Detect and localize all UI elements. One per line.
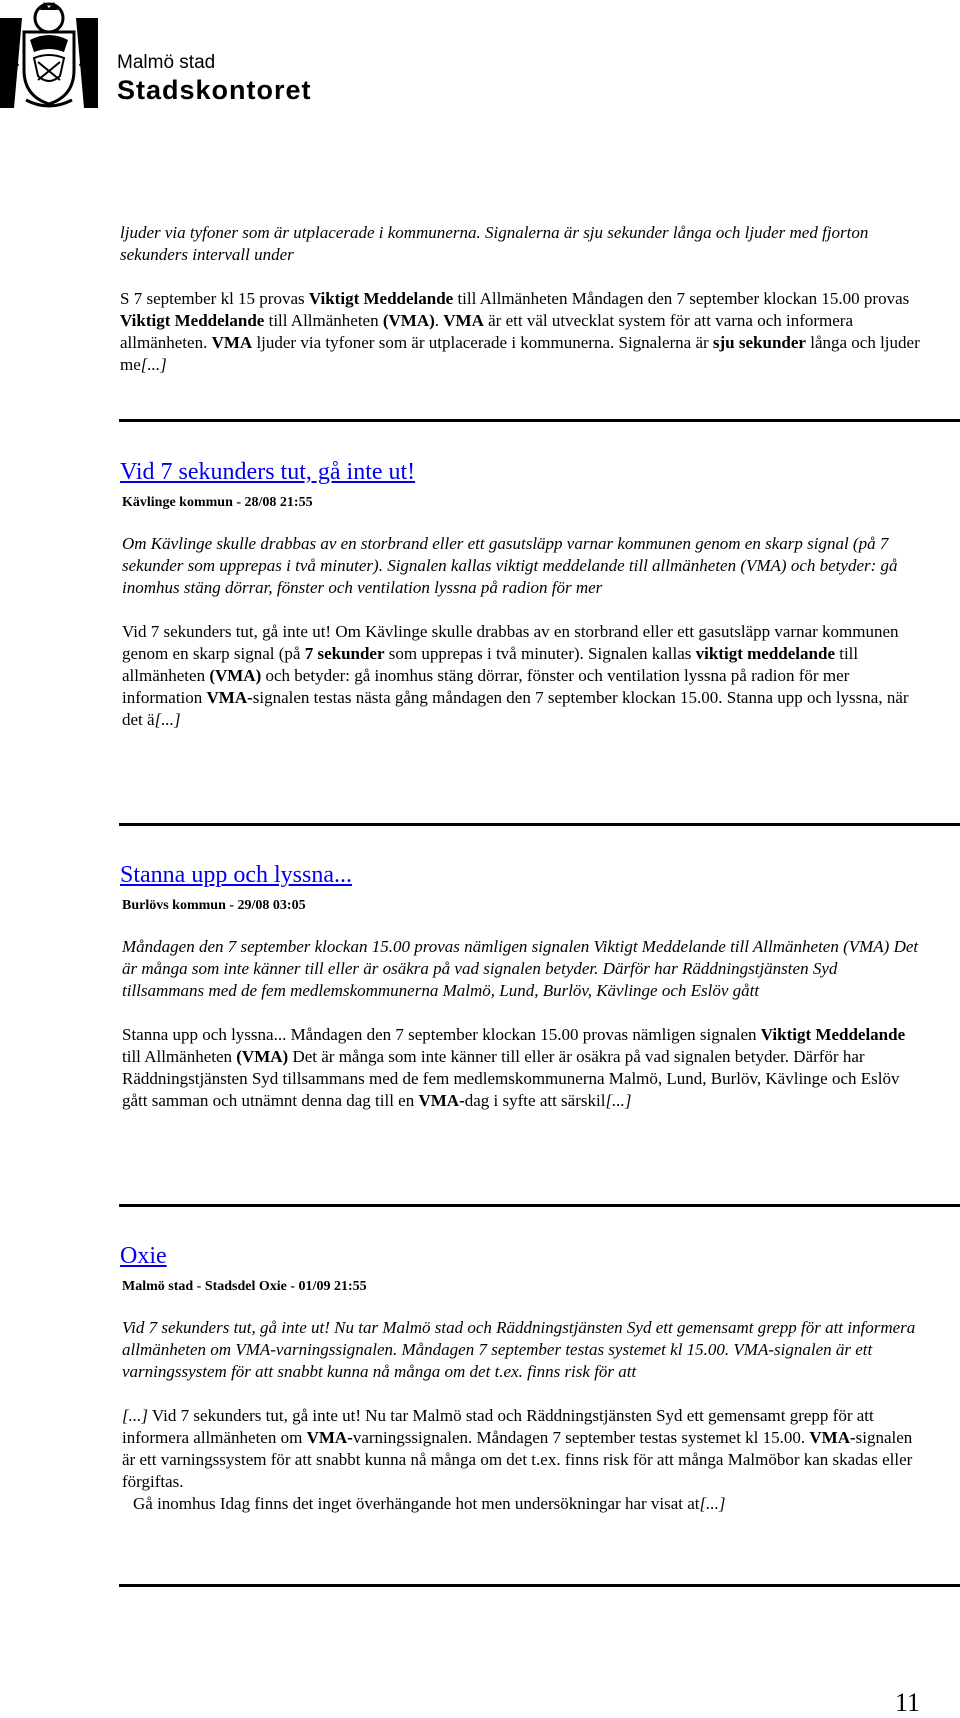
bold-run: VMA	[211, 333, 253, 352]
bold-run: (VMA)	[209, 666, 262, 685]
ellipsis: [...]	[605, 1091, 632, 1110]
entry-title-link[interactable]: Stanna upp och lyssna...	[120, 862, 352, 888]
text-run: ljuder via tyfoner som är utplacerade i kommunerna. Signalerna är	[252, 333, 713, 352]
bold-run: VMA-	[206, 688, 253, 707]
ellipsis: [...]	[140, 355, 167, 374]
bold-run: Viktigt Meddelande	[760, 1025, 906, 1044]
text-run: dag i syfte att särskil	[464, 1091, 606, 1110]
entry-body	[122, 1405, 920, 1515]
news-entry	[120, 1242, 920, 1515]
intro-excerpt: ljuder via tyfoner som är utplacerade i kommunerna. Signalerna är sju sekunder långa och ljuder med fjorton sekunders intervall under	[120, 223, 869, 264]
ellipsis: [...]	[699, 1494, 726, 1513]
text-run: varningssignalen. Måndagen 7 september testas systemet kl 15.00.	[352, 1428, 810, 1447]
ellipsis: [...]	[122, 1406, 148, 1425]
text-run: till Allmänheten Måndagen den 7 september klockan 15.00 provas	[453, 289, 910, 308]
bold-run: viktigt meddelande	[695, 644, 835, 663]
intro-body	[120, 288, 920, 376]
entry-title-link[interactable]: Vid 7 sekunders tut, gå inte ut!	[120, 459, 416, 485]
bold-run: Viktigt Meddelande	[120, 311, 265, 330]
text-run: Vid 7 sekunders tut, gå inte ut! Nu tar Malmö stad och Räddningstjänsten Syd ett gemensamt grepp för att informera allmänheten om	[122, 1406, 874, 1447]
text-run: och betyder: gå inomhus stäng dörrar, fönster och ventilation lyssna på radion för mer information	[122, 666, 850, 707]
text-run: Det är många som inte känner till eller är osäkra på vad signalen betyder. Därför har Räddningstjänsten Syd tillsammans med de fem medlemskommunerna Malmö, Lund, Burlöv, Kävlinge och Eslöv gått samman och utnämnt denna dag till en	[122, 1047, 900, 1110]
entry-excerpt: Om Kävlinge skulle drabbas av en storbrand eller ett gasutsläpp varnar kommunen genom en skarp signal (på 7 sekunder som upprepas i två minuter). Signalen kallas viktigt meddelande till allmänheten (VMA) och betyder: gå inomhus stäng dörrar, fönster och ventilation lyssna på radion för mer	[122, 534, 898, 597]
text-run: långa och ljuder me	[120, 333, 920, 374]
entry-source: Kävlinge kommun - 28/08 21:55	[122, 495, 313, 510]
entry-source: Burlövs kommun - 29/08 03:05	[122, 898, 306, 913]
text-run: Stanna upp och lyssna... Måndagen den 7 september klockan 15.00 provas nämligen signalen	[122, 1025, 761, 1044]
text-run: .	[434, 311, 444, 330]
page-header	[0, 0, 960, 112]
news-entry	[120, 861, 920, 1112]
bold-run: VMA-	[418, 1091, 465, 1110]
brand	[117, 52, 312, 106]
text-run: signalen testas nästa gång måndagen den 7 september klockan 15.00. Stanna upp och lyssna, när det ä	[122, 688, 909, 729]
text-run: signalen är ett varningssystem för att snabbt kunna nå många om det t.ex. finns risk för att många Malmöbor kan skadas eller förgiftas.	[122, 1428, 913, 1491]
bold-run: sju sekunder	[712, 333, 806, 352]
divider	[119, 1584, 960, 1587]
entry-excerpt: Måndagen den 7 september klockan 15.00 provas nämligen signalen Viktigt Meddelande till Allmänheten (VMA) Det är många som inte känner till eller är osäkra på vad signalen betyder. Därför har Räddningstjänsten Syd tillsammans med de fem medlemskommunerna Malmö, Lund, Burlöv, Kävlinge och Eslöv gått	[122, 937, 919, 1000]
bold-run: VMA-	[809, 1428, 856, 1447]
bold-run: Viktigt Meddelande	[308, 289, 454, 308]
org-name: Malmö stad	[117, 52, 216, 73]
text-run: är ett väl utvecklat system för att varna och informera allmänheten.	[120, 311, 854, 352]
divider	[119, 419, 960, 422]
bold-run: VMA	[443, 311, 484, 330]
news-entry	[120, 458, 920, 731]
text-run: Vid 7 sekunders tut, gå inte ut! Om Kävlinge skulle drabbas av en storbrand eller ett gasutsläpp varnar kommunen genom en skarp signal (på	[122, 622, 899, 663]
text-run: Gå inomhus Idag finns det inget överhängande hot men undersökningar har visat at	[133, 1494, 700, 1513]
text-run: till Allmänheten	[264, 311, 383, 330]
entry-body	[122, 1024, 920, 1112]
text-run: till allmänheten	[122, 644, 859, 685]
entry-body	[122, 621, 920, 731]
divider	[119, 823, 960, 826]
department-name: Stadskontoret	[117, 75, 312, 105]
malmo-coat-of-arms-icon	[0, 0, 98, 108]
bold-run: (VMA)	[236, 1047, 289, 1066]
bold-run: (VMA)	[382, 311, 435, 330]
text-run: till Allmänheten	[122, 1047, 237, 1066]
entry-title-link[interactable]: Oxie	[120, 1243, 167, 1269]
bold-run: 7 sekunder	[304, 644, 385, 663]
bold-run: VMA-	[306, 1428, 353, 1447]
entry-source: Malmö stad - Stadsdel Oxie - 01/09 21:55	[122, 1279, 367, 1294]
ellipsis: [...]	[154, 710, 181, 729]
page-number: 11	[894, 1688, 920, 1717]
entry-excerpt: Vid 7 sekunders tut, gå inte ut! Nu tar Malmö stad och Räddningstjänsten Syd ett gemensamt grepp för att informera allmänheten om VMA-varningssignalen. Måndagen 7 september testas systemet kl 15.00. VMA-signalen är ett varningssystem för att snabbt kunna nå många om det t.ex. finns risk för att	[122, 1318, 916, 1381]
text-run: som upprepas i två minuter). Signalen kallas	[384, 644, 696, 663]
intro-section	[120, 222, 920, 376]
divider	[119, 1204, 960, 1207]
text-run: S 7 september kl 15 provas	[120, 289, 309, 308]
